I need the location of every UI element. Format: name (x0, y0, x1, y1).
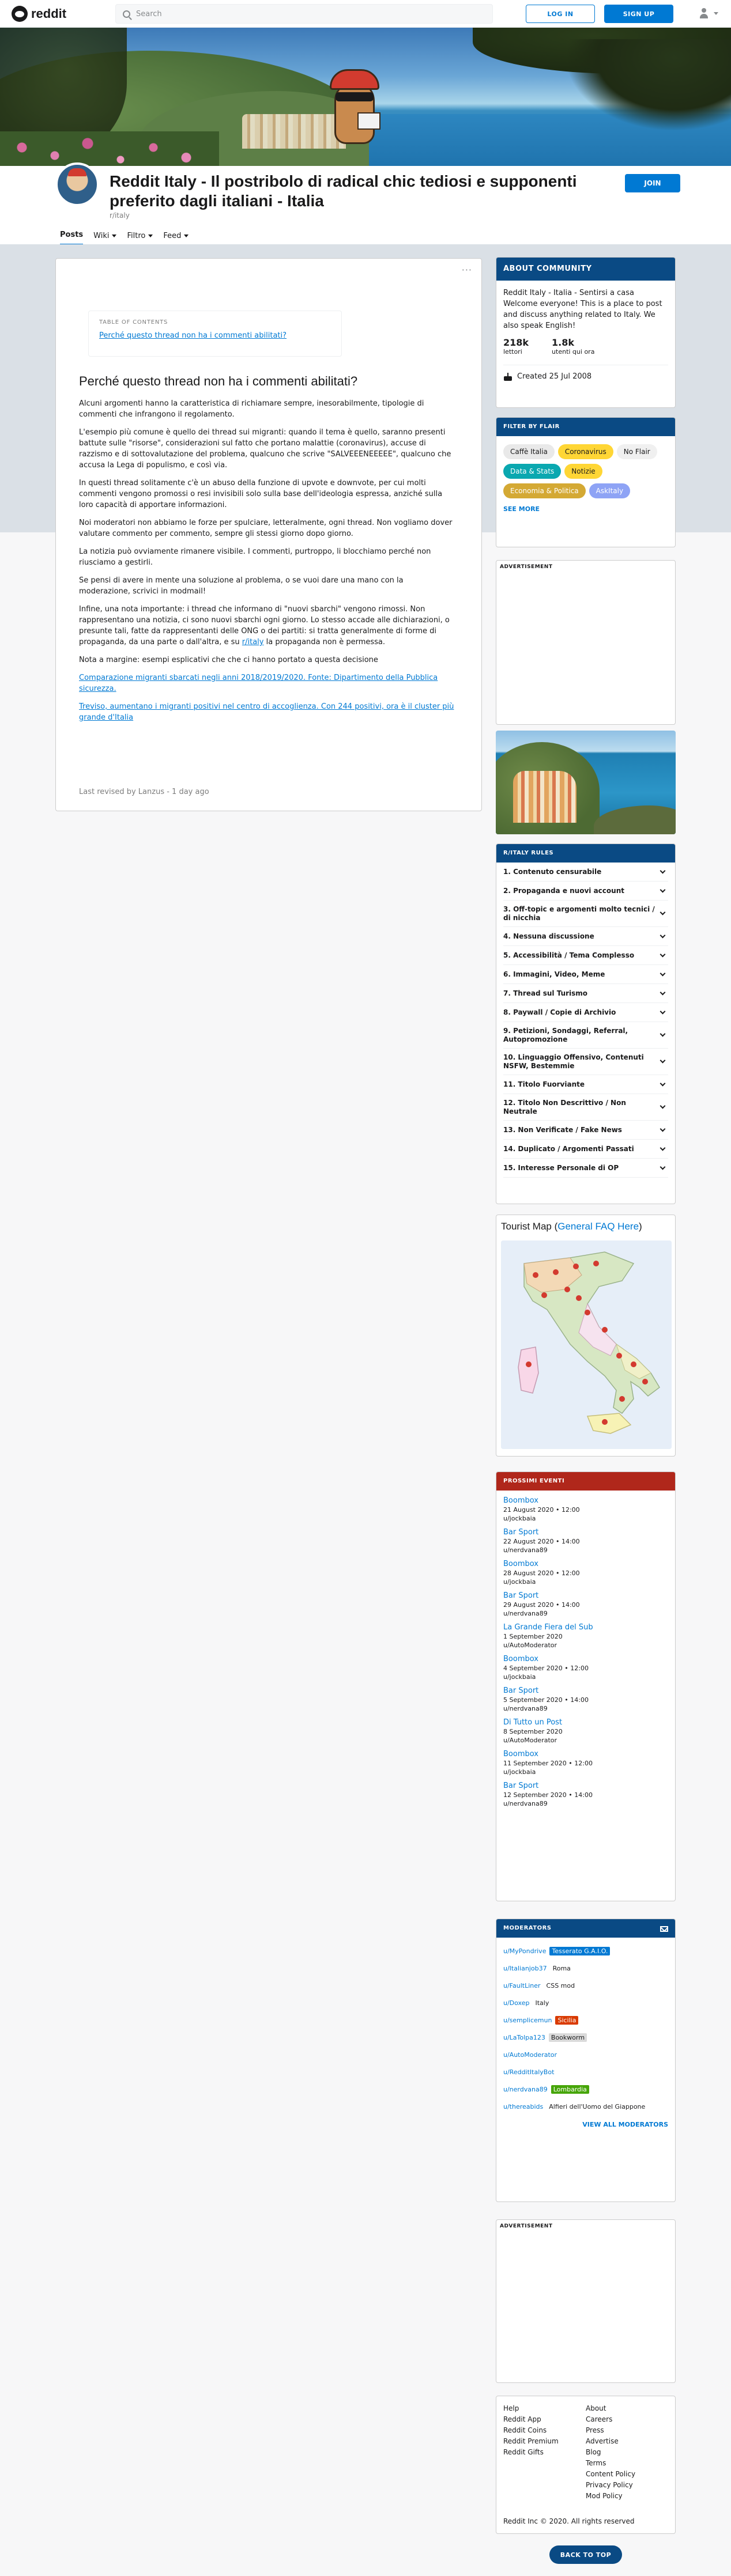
chevron-down-icon (660, 910, 666, 916)
rule-label: 15. Interesse Personale di OP (503, 1163, 619, 1172)
moderator-item (503, 1942, 668, 1960)
tab-label: Wiki (93, 231, 110, 240)
moderator-name[interactable]: u/RedditItalyBot (503, 2068, 555, 2076)
footer-link[interactable]: Mod Policy (586, 2492, 623, 2500)
user-menu-dropdown[interactable] (698, 7, 718, 20)
back-to-top-button[interactable]: BACK TO TOP (549, 2545, 622, 2564)
rule-label: 14. Duplicato / Argomenti Passati (503, 1144, 634, 1153)
moderator-item (503, 1960, 668, 1977)
event-date: 12 September 2020 • 14:00 (503, 1791, 593, 1799)
chevron-down-icon (660, 1145, 666, 1151)
footer-column (586, 2403, 668, 2502)
footer-link[interactable]: Blog (586, 2448, 601, 2456)
subreddit-title: Reddit Italy - Il postribolo di radical chic tediosi e supponenti preferito dagli italiani - Italia (110, 172, 577, 210)
user-icon (698, 7, 710, 20)
chevron-down-icon (714, 12, 718, 15)
event-date: 5 September 2020 • 14:00 (503, 1696, 589, 1704)
widget-heading: ABOUT COMMUNITY (496, 258, 675, 281)
tab-filtro[interactable] (127, 230, 153, 245)
rule-label: 5. Accessibilità / Tema Complesso (503, 951, 635, 959)
footer-link[interactable]: Terms (586, 2459, 606, 2467)
flair-filter-chip[interactable]: Caffè Italia (503, 444, 555, 459)
event-title[interactable]: Bar Sport (503, 1528, 539, 1537)
chevron-down-icon (660, 1058, 666, 1064)
chevron-down-icon (660, 989, 666, 995)
rule-label: 9. Petizioni, Sondaggi, Referral, Autopromozione (503, 1026, 628, 1043)
paragraph: L'esempio più comune è quello dei thread sui migranti: quando il tema è quello, saranno presenti battute sulle "risorse", considerazioni sul fatto che portano malattie (coronavirus), accuse di razzismo e di sottovalutazione del problema, qualcuno che scrive "SALVEEENEEEEE", qualcuno che accusa la Lega di populismo, e così via. (79, 428, 451, 470)
event-date: 28 August 2020 • 12:00 (503, 1569, 580, 1577)
flair-filter-chip[interactable]: Data & Stats (503, 464, 561, 479)
rule-label: 6. Immagini, Video, Meme (503, 970, 605, 978)
user-flair: Italy (533, 1999, 551, 2007)
ad-label: ADVERTISEMENT (500, 564, 553, 570)
moderator-item (503, 1977, 668, 1994)
rule-item[interactable] (503, 863, 668, 882)
flair-filter-chip[interactable]: Notizie (564, 464, 602, 479)
event-title[interactable]: Boombox (503, 1750, 538, 1758)
login-button[interactable]: LOG IN (526, 5, 595, 23)
event-date: 22 August 2020 • 14:00 (503, 1538, 580, 1545)
moderator-name[interactable]: u/thereabids (503, 2102, 544, 2110)
signup-button[interactable]: SIGN UP (604, 5, 673, 23)
tab-label: Filtro (127, 231, 146, 240)
paragraph: Nota a margine: esempi esplicativi che che ci hanno portato a questa decisione (79, 656, 378, 664)
created-text: Created 25 Jul 2008 (517, 372, 592, 381)
toc-heading: TABLE OF CONTENTS (99, 319, 168, 326)
user-flair: Bookworm (549, 2033, 587, 2042)
rule-label: 7. Thread sul Turismo (503, 989, 588, 997)
rule-item[interactable] (503, 1049, 668, 1075)
paragraph: In questi thread solitamente c'è un abuso della funzione di upvote e downvote, per cui molti commenti vengono promossi o resi invisibili solo sulla base dell'ideologia espressa, anziché sulla loro capacità di apportare informazioni. (79, 479, 443, 509)
paragraph: La notizia può ovviamente rimanere visibile. I commenti, purtroppo, li blocchiamo perché non riusciamo a gestirli. (79, 547, 431, 567)
subreddit-link[interactable]: r/italy (242, 638, 264, 646)
flair-list (496, 436, 675, 501)
moderator-name[interactable]: u/LaTolpa123 (503, 2033, 545, 2041)
rule-label: 4. Nessuna discussione (503, 932, 594, 940)
upcoming-events-widget (496, 1472, 676, 1901)
rule-label: 2. Propaganda e nuovi account (503, 886, 624, 895)
event-title[interactable]: Boombox (503, 1655, 538, 1663)
members-label: lettori (503, 348, 522, 355)
flair-filter-chip[interactable]: Economia & Politica (503, 483, 586, 498)
user-flair: Alfieri dell'Uomo del Giappone (547, 2102, 647, 2111)
advertisement[interactable] (496, 560, 676, 725)
event-user[interactable]: u/jockbaia (503, 1515, 536, 1522)
chevron-down-icon (660, 1080, 666, 1086)
view-all-moderators-button[interactable]: VIEW ALL MODERATORS (582, 2121, 668, 2128)
tab-label: Feed (163, 231, 182, 240)
footer-link[interactable]: Reddit Gifts (503, 2448, 544, 2456)
logo-text: reddit (31, 6, 67, 21)
footer-link[interactable]: Privacy Policy (586, 2481, 633, 2489)
event-item (503, 1715, 668, 1746)
search-placeholder: Search (136, 9, 162, 18)
paragraph: Infine, una nota importante: i thread che informano di "nuovi sbarchi" vengono rimossi. Non rappresentano una notizia, ci sono nuovi sbarchi ogni giorno. Lo stesso accade alle dichiarazioni, o presunte tali, fatte da rappresentanti delle ONG o dei partiti: si tratta generalmente di forme di propaganda, da una parte o dall'altra, e su r/italy la propaganda non è permessa. (79, 605, 450, 646)
footer-column (503, 2403, 586, 2502)
event-title[interactable]: Bar Sport (503, 1781, 539, 1790)
chevron-down-icon (660, 970, 666, 976)
chevron-down-icon (112, 234, 116, 237)
widget-heading: PROSSIMI EVENTI (496, 1472, 675, 1491)
event-title[interactable]: Bar Sport (503, 1591, 539, 1600)
moderator-name[interactable]: u/semplicemun (503, 2016, 552, 2024)
rules-list (496, 863, 675, 1178)
moderator-name[interactable]: u/AutoModerator (503, 2051, 557, 2059)
example-link-2[interactable]: Treviso, aumentano i migranti positivi nel centro di accoglienza. Con 244 positivi, ora è il cluster più grande d'Italia (79, 702, 454, 722)
footer-link[interactable]: Careers (586, 2415, 613, 2423)
chevron-down-icon (660, 887, 666, 892)
event-user[interactable]: u/AutoModerator (503, 1641, 557, 1649)
online-count: 1.8k (552, 337, 575, 348)
italy-coast-image (496, 731, 676, 834)
moderator-name[interactable]: u/Italianjob37 (503, 1964, 547, 1972)
tab-wiki[interactable] (93, 230, 116, 245)
chevron-down-icon (660, 951, 666, 957)
event-item (503, 1493, 668, 1525)
moderators-widget (496, 1919, 676, 2202)
tab-posts[interactable] (60, 230, 83, 245)
event-item (503, 1683, 668, 1715)
chevron-down-icon (660, 1164, 666, 1170)
rule-item[interactable] (503, 927, 668, 946)
banner-mascot (323, 58, 386, 150)
rule-item[interactable] (503, 1022, 668, 1049)
rule-item[interactable] (503, 901, 668, 927)
moderator-name[interactable]: u/FaultLiner (503, 1981, 541, 1989)
event-user[interactable]: u/nerdvana89 (503, 1705, 548, 1712)
top-bar (0, 0, 731, 28)
events-list (496, 1491, 675, 1812)
paragraph: Se pensi di avere in mente una soluzione al problema, o se vuoi dare una mano con la moderazione, scrivici in modmail! (79, 576, 404, 596)
rule-item[interactable] (503, 1140, 668, 1159)
footer-link[interactable]: Reddit App (503, 2415, 541, 2423)
event-date: 1 September 2020 (503, 1633, 563, 1640)
event-user[interactable]: u/nerdvana89 (503, 1610, 548, 1617)
tab-label: Posts (60, 230, 84, 239)
paragraph: Alcuni argomenti hanno la caratteristica di richiamare sempre, inesorabilmente, tipologie di commenti che infrangono il regolamento. (79, 399, 424, 419)
rule-item[interactable] (503, 882, 668, 901)
rule-item[interactable] (503, 946, 668, 965)
community-stats (496, 331, 675, 361)
rule-item[interactable] (503, 965, 668, 984)
about-community-widget (496, 257, 676, 408)
join-button[interactable]: JOIN (625, 174, 680, 192)
italy-map[interactable] (501, 1240, 672, 1449)
event-user[interactable]: u/nerdvana89 (503, 1800, 548, 1807)
rule-item[interactable] (503, 984, 668, 1003)
wiki-body (79, 398, 457, 730)
faq-link[interactable]: General FAQ Here (557, 1221, 639, 1232)
rule-label: 3. Off-topic e argomenti molto tecnici / di nicchia (503, 905, 655, 922)
rule-item[interactable] (503, 1121, 668, 1140)
rule-item[interactable] (503, 1094, 668, 1121)
chevron-down-icon (660, 1103, 666, 1109)
table-of-contents (88, 311, 342, 357)
chevron-down-icon (660, 1008, 666, 1014)
event-item (503, 1746, 668, 1778)
moderator-item (503, 2029, 668, 2046)
moderator-item (503, 2098, 668, 2115)
members-count: 218k (503, 337, 529, 348)
event-title[interactable]: Boombox (503, 1496, 538, 1505)
flair-filter-chip[interactable]: Coronavirus (558, 444, 613, 459)
search-input[interactable] (115, 4, 493, 24)
moderator-name[interactable]: u/Doxep (503, 1999, 530, 2007)
event-item (503, 1651, 668, 1683)
footer-link[interactable]: Advertise (586, 2437, 619, 2445)
moderator-name[interactable]: u/nerdvana89 (503, 2085, 548, 2093)
event-user[interactable]: u/nerdvana89 (503, 1546, 548, 1554)
footer-link[interactable]: About (586, 2404, 606, 2412)
rule-label: 10. Linguaggio Offensivo, Contenuti NSFW, Bestemmie (503, 1053, 644, 1070)
event-date: 21 August 2020 • 12:00 (503, 1506, 580, 1514)
reddit-alien-icon (12, 6, 28, 22)
widget-heading: FILTER BY FLAIR (496, 418, 675, 436)
event-title[interactable]: La Grande Fiera del Sub (503, 1623, 593, 1632)
footer-link[interactable]: Content Policy (586, 2470, 636, 2478)
event-item (503, 1556, 668, 1588)
flair-filter-widget (496, 417, 676, 547)
widget-heading: R/ITALY RULES (496, 844, 675, 863)
event-date: 11 September 2020 • 12:00 (503, 1760, 593, 1767)
tab-feed[interactable] (163, 230, 189, 245)
chevron-down-icon (660, 932, 666, 938)
user-flair: Tesserato G.A.I.O. (549, 1947, 610, 1955)
revised-info: Last revised by Lanzus - 1 day ago (79, 788, 209, 796)
subreddit-nav (60, 230, 189, 245)
footer (496, 2396, 676, 2534)
copyright: Reddit Inc © 2020. All rights reserved (503, 2517, 635, 2525)
rule-label: 8. Paywall / Copie di Archivio (503, 1008, 616, 1016)
paragraph: Noi moderatori non abbiamo le forze per spulciare, letteralmente, ogni thread. Non vogliamo dover valutare commento per commento, sempre gli stessi giorno dopo giorno. (79, 519, 453, 538)
event-title[interactable]: Boombox (503, 1560, 538, 1568)
moderator-item (503, 2063, 668, 2081)
moderators-list (496, 1938, 675, 2120)
rule-label: 11. Titolo Fuorviante (503, 1080, 585, 1088)
moderator-item (503, 2046, 668, 2063)
advertisement[interactable] (496, 2219, 676, 2383)
footer-link[interactable]: Press (586, 2426, 604, 2434)
wiki-heading: Perché questo thread non ha i commenti abilitati? (79, 374, 358, 388)
rule-label: 12. Titolo Non Descrittivo / Non Neutrale (503, 1098, 626, 1115)
chevron-down-icon (660, 1126, 666, 1132)
event-user[interactable]: u/jockbaia (503, 1673, 536, 1681)
message-mods-icon[interactable] (660, 1926, 668, 1932)
widget-heading: MODERATORS (496, 1919, 675, 1938)
user-flair: Roma (551, 1964, 573, 1973)
moderator-item (503, 2081, 668, 2098)
subreddit-name: r/italy (110, 211, 130, 220)
flair-filter-chip[interactable]: No Flair (617, 444, 657, 459)
map-title: Tourist Map (General FAQ Here) (501, 1221, 642, 1232)
user-flair: CSS mod (544, 1981, 578, 1990)
toc-link[interactable]: Perché questo thread non ha i commenti abilitati? (99, 331, 287, 340)
more-options-icon[interactable]: ··· (461, 264, 472, 275)
rule-label: 13. Non Verificate / Fake News (503, 1125, 622, 1134)
rule-item[interactable] (503, 1159, 668, 1178)
tourist-map-widget (496, 1215, 676, 1457)
chevron-down-icon (148, 234, 153, 237)
moderator-item (503, 2011, 668, 2029)
reddit-logo[interactable] (12, 6, 66, 22)
ad-label: ADVERTISEMENT (500, 2223, 553, 2229)
cake-icon (503, 373, 513, 381)
subreddit-banner (0, 28, 731, 166)
rules-widget (496, 843, 676, 1204)
search-icon (123, 10, 130, 18)
rule-item[interactable] (503, 1003, 668, 1022)
chevron-down-icon (660, 1031, 666, 1037)
event-date: 4 September 2020 • 12:00 (503, 1665, 589, 1672)
wiki-page (55, 258, 482, 811)
event-item (503, 1525, 668, 1556)
rule-label: 1. Contenuto censurabile (503, 867, 602, 876)
subreddit-avatar (55, 162, 99, 206)
event-title[interactable]: Di Tutto un Post (503, 1718, 563, 1727)
created-date (496, 369, 675, 387)
example-link-1[interactable]: Comparazione migranti sbarcati negli anni 2018/2019/2020. Fonte: Dipartimento della Pubblica sicurezza. (79, 674, 438, 693)
user-flair: Sicilia (555, 2016, 578, 2025)
event-title[interactable]: Bar Sport (503, 1686, 539, 1695)
event-date: 8 September 2020 (503, 1728, 563, 1735)
online-label: utenti qui ora (552, 348, 595, 355)
event-item (503, 1620, 668, 1651)
event-user[interactable]: u/AutoModerator (503, 1737, 557, 1744)
flair-filter-chip[interactable]: AskItaly (589, 483, 630, 498)
event-user[interactable]: u/jockbaia (503, 1578, 536, 1586)
moderator-name[interactable]: u/MyPondrive (503, 1947, 547, 1955)
see-more-button[interactable]: SEE MORE (503, 505, 540, 513)
moderator-item (503, 1994, 668, 2011)
event-user[interactable]: u/jockbaia (503, 1768, 536, 1776)
community-description: Reddit Italy - Italia - Sentirsi a casa Welcome everyone! This is a place to post and discuss anything related to Italy. We also speak English! (503, 289, 662, 330)
event-item (503, 1588, 668, 1620)
footer-link[interactable]: Reddit Coins (503, 2426, 547, 2434)
footer-link[interactable]: Reddit Premium (503, 2437, 559, 2445)
footer-link[interactable]: Help (503, 2404, 519, 2412)
rule-item[interactable] (503, 1075, 668, 1094)
chevron-down-icon (184, 234, 189, 237)
event-item (503, 1778, 668, 1810)
event-date: 29 August 2020 • 14:00 (503, 1601, 580, 1609)
chevron-down-icon (660, 868, 666, 873)
user-flair: Lombardia (551, 2085, 589, 2094)
